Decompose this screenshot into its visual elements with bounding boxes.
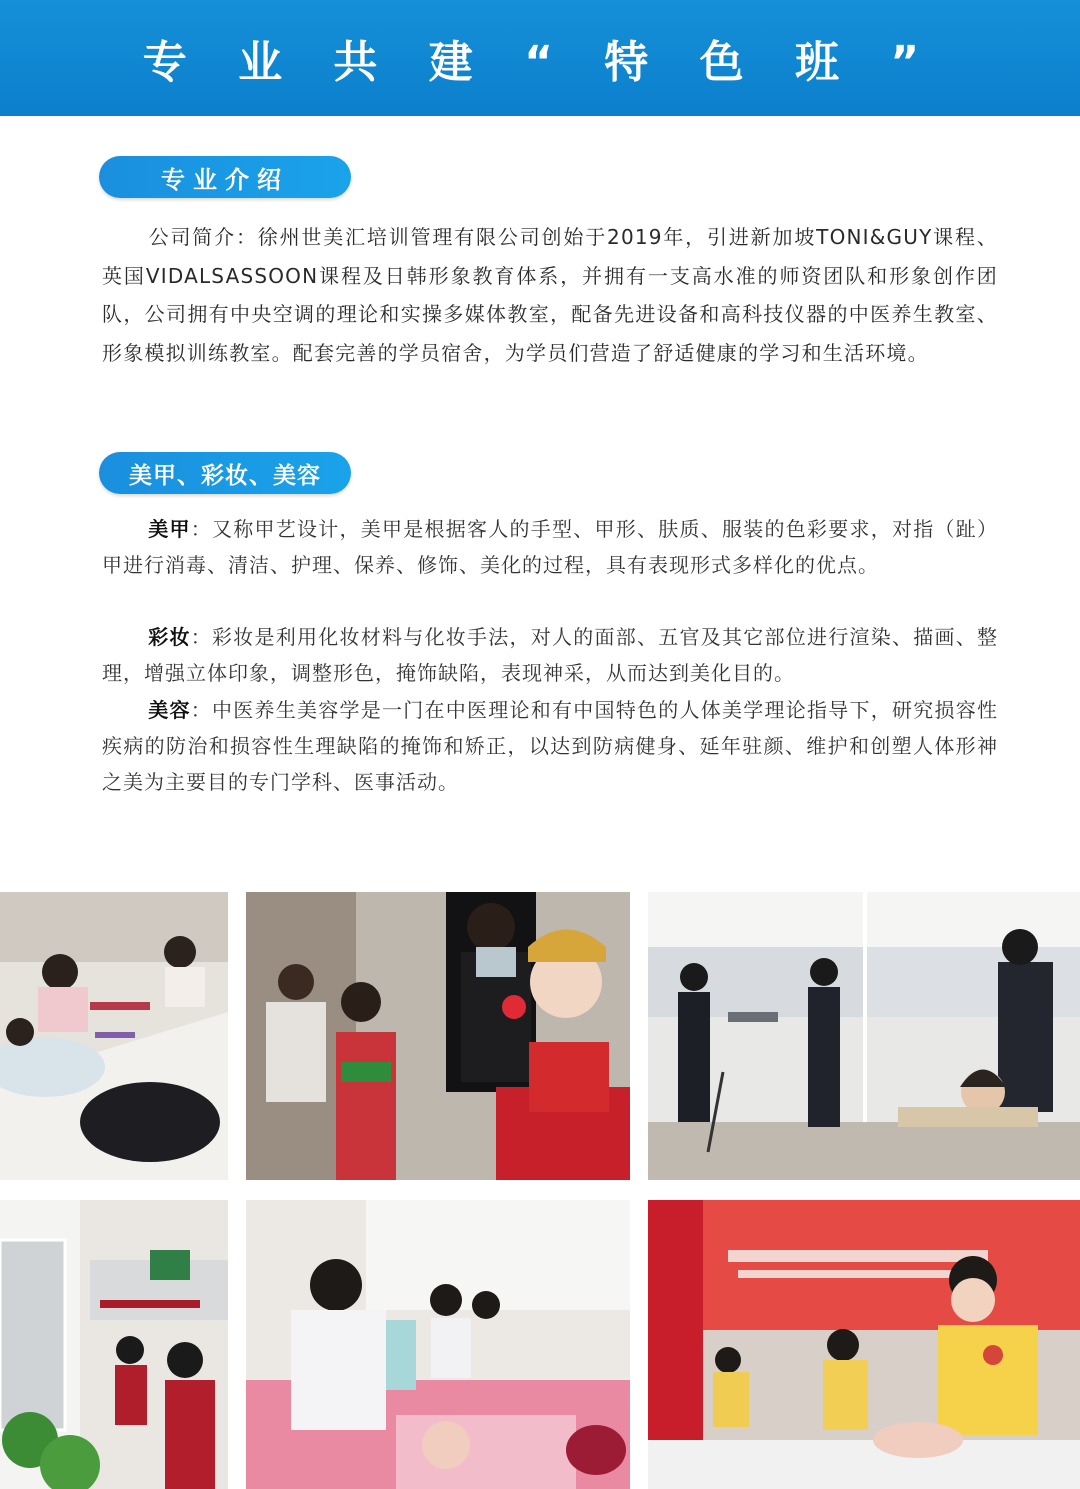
nail-paragraph — [102, 511, 998, 583]
header-banner — [0, 0, 1080, 116]
cosmetology-paragraph — [102, 692, 998, 800]
photo-nail-class — [0, 892, 228, 1180]
page-title: 专 业 共 建 “ 特 色 班 ” — [142, 37, 938, 88]
makeup-text: ：彩妆是利用化妆材料与化妆手法，对人的面部、五官及其它部位进行渲染、描画、整理，增强立体印象，调整形色，掩饰缺陷，表现神采，从而达到美化目的。 — [102, 625, 998, 685]
photo-facial-care — [246, 1200, 630, 1489]
cosmetology-term: 美容 — [148, 698, 191, 722]
cosmetology-text: ：中医养生美容学是一门在中医理论和有中国特色的人体美学理论指导下，研究损容性疾病的防治和损容性生理缺陷的掩饰和矫正，以达到防病健身、延年驻颜、维护和创塑人体形神之美为主要目的专门学科、医事活动。 — [102, 698, 998, 794]
section-label-beauty: 美甲、彩妆、美容 — [99, 452, 351, 494]
makeup-paragraph — [102, 619, 998, 691]
photo-hair-class — [648, 892, 1080, 1180]
intro-paragraph — [102, 218, 998, 372]
photo-makeup-classroom — [0, 1200, 228, 1489]
photo-makeup-bride — [246, 892, 630, 1180]
makeup-term: 彩妆 — [148, 625, 191, 649]
intro-text: 公司简介：徐州世美汇培训管理有限公司创始于2019年，引进新加坡TONI&GUY课程、英国VIDALSASSOON课程及日韩形象教育体系，并拥有一支高水准的师资团队和形象创作团队，公司拥有中央空调的理论和实操多媒体教室，配备先进设备和高科技仪器的中医养生教室、形象模拟训练教室。配套完善的学员宿舍，为学员们营造了舒适健康的学习和生活环境。 — [102, 225, 998, 365]
nail-text: ：又称甲艺设计，美甲是根据客人的手型、甲形、肤质、服装的色彩要求，对指（趾）甲进行消毒、清洁、护理、保养、修饰、美化的过程，具有表现形式多样化的优点。 — [102, 517, 998, 577]
nail-term: 美甲 — [148, 517, 191, 541]
photo-beauty-competition — [648, 1200, 1080, 1489]
section-label-intro: 专业介绍 — [99, 156, 351, 198]
